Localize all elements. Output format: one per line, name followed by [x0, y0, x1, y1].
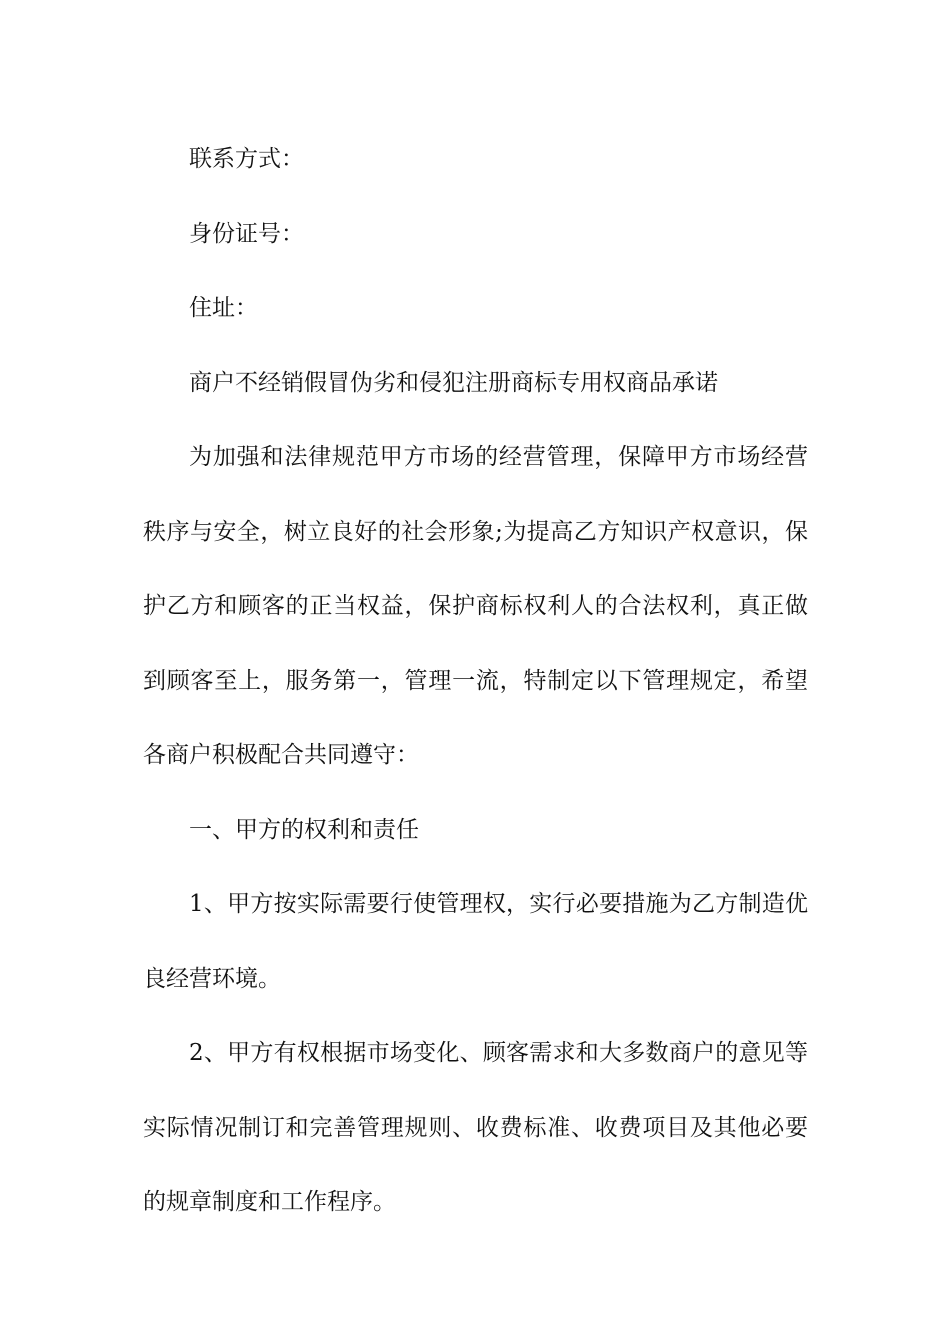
- address-label: 住址：: [189, 295, 258, 321]
- document-body: [143, 122, 808, 1240]
- id-number-label: 身份证号：: [189, 220, 304, 247]
- clause-1: 1、甲方按实际需要行使管理权，实行必要措施为乙方制造优良经营环境。: [143, 891, 808, 992]
- clause-2: 2、甲方有权根据市场变化、顾客需求和大多数商户的意见等实际情况制订和完善管理规则、收费标准、收费项目及其他必要的规章制度和工作程序。: [143, 1040, 808, 1215]
- contact-info-label: 联系方式：: [189, 146, 304, 172]
- intro-paragraph: 为加强和法律规范甲方市场的经营管理，保障甲方市场经营秩序与安全，树立良好的社会形象;为提高乙方知识产权意识，保护乙方和顾客的正当权益，保护商标权利人的合法权利，真正做到顾客至上，服务第一，管理一流，特制定以下管理规定，希望各商户积极配合共同遵守：: [143, 444, 808, 768]
- section-heading-party-a: 一、甲方的权利和责任: [189, 816, 419, 843]
- commitment-title: 商户不经销假冒伪劣和侵犯注册商标专用权商品承诺: [189, 369, 718, 396]
